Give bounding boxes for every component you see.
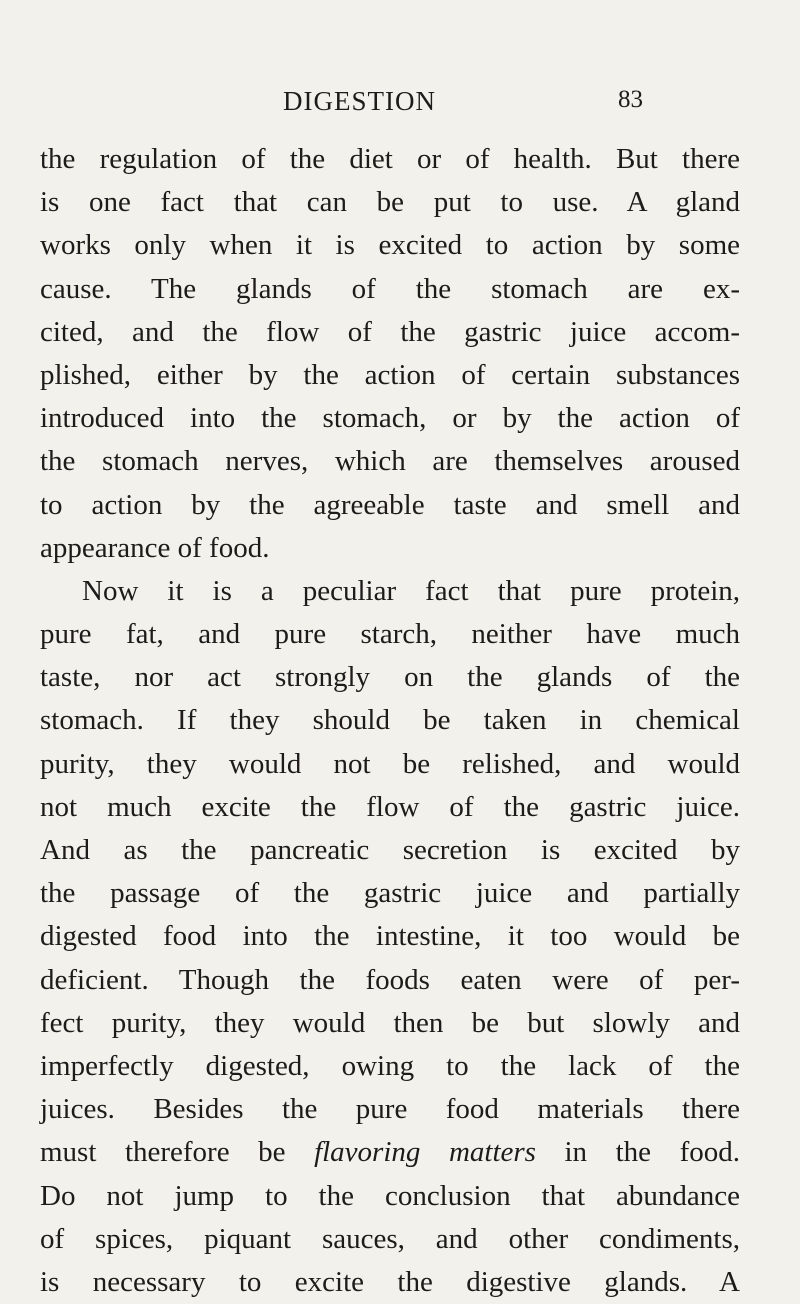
text-line: to action by the agreeable taste and smell and [40, 488, 740, 521]
text-line: pure fat, and pure starch, neither have much [40, 618, 740, 651]
text-segment: in the food. [535, 1136, 740, 1169]
text-line: the passage of the gastric juice and partially [40, 877, 740, 910]
running-head [0, 86, 800, 126]
italic-emphasis: flavoring matters [314, 1136, 536, 1169]
text-line: cause. The glands of the stomach are ex- [40, 272, 740, 305]
paragraph-start-line: Now it is a peculiar fact that pure protein, [82, 574, 740, 607]
text-line: juices. Besides the pure food materials there [40, 1093, 740, 1126]
page-number: 83 [618, 86, 643, 113]
text-line: the stomach nerves, which are themselves aroused [40, 445, 740, 478]
text-line: not much excite the flow of the gastric juice. [40, 790, 740, 823]
text-line: is necessary to excite the digestive glands. A [40, 1265, 740, 1298]
text-line: appearance of food. [40, 531, 270, 564]
text-line: introduced into the stomach, or by the action of [40, 402, 740, 435]
text-line-with-emphasis [40, 1131, 740, 1174]
text-line: deficient. Though the foods eaten were of per- [40, 963, 740, 996]
text-line: of spices, piquant sauces, and other condiments, [40, 1222, 740, 1255]
text-line: is one fact that can be put to use. A gland [40, 186, 740, 219]
text-line: stomach. If they should be taken in chemical [40, 704, 740, 737]
text-line: fect purity, they would then be but slowly and [40, 1006, 740, 1039]
text-segment: must therefore be [40, 1136, 315, 1169]
running-title: DIGESTION [283, 86, 436, 116]
text-line: imperfectly digested, owing to the lack of the [40, 1049, 740, 1082]
text-line: digested food into the intestine, it too would be [40, 920, 740, 953]
text-line: cited, and the flow of the gastric juice accom- [40, 315, 740, 348]
text-line: And as the pancreatic secretion is excited by [40, 834, 740, 866]
text-line: plished, either by the action of certain substances [40, 358, 740, 391]
text-line: Do not jump to the conclusion that abundance [40, 1179, 740, 1212]
body-text [40, 138, 740, 1304]
text-line: taste, nor act strongly on the glands of the [40, 661, 740, 694]
text-line: purity, they would not be relished, and would [40, 747, 740, 780]
text-line: works only when it is excited to action by some [40, 229, 740, 262]
text-line: the regulation of the diet or of health. But there [40, 143, 740, 175]
